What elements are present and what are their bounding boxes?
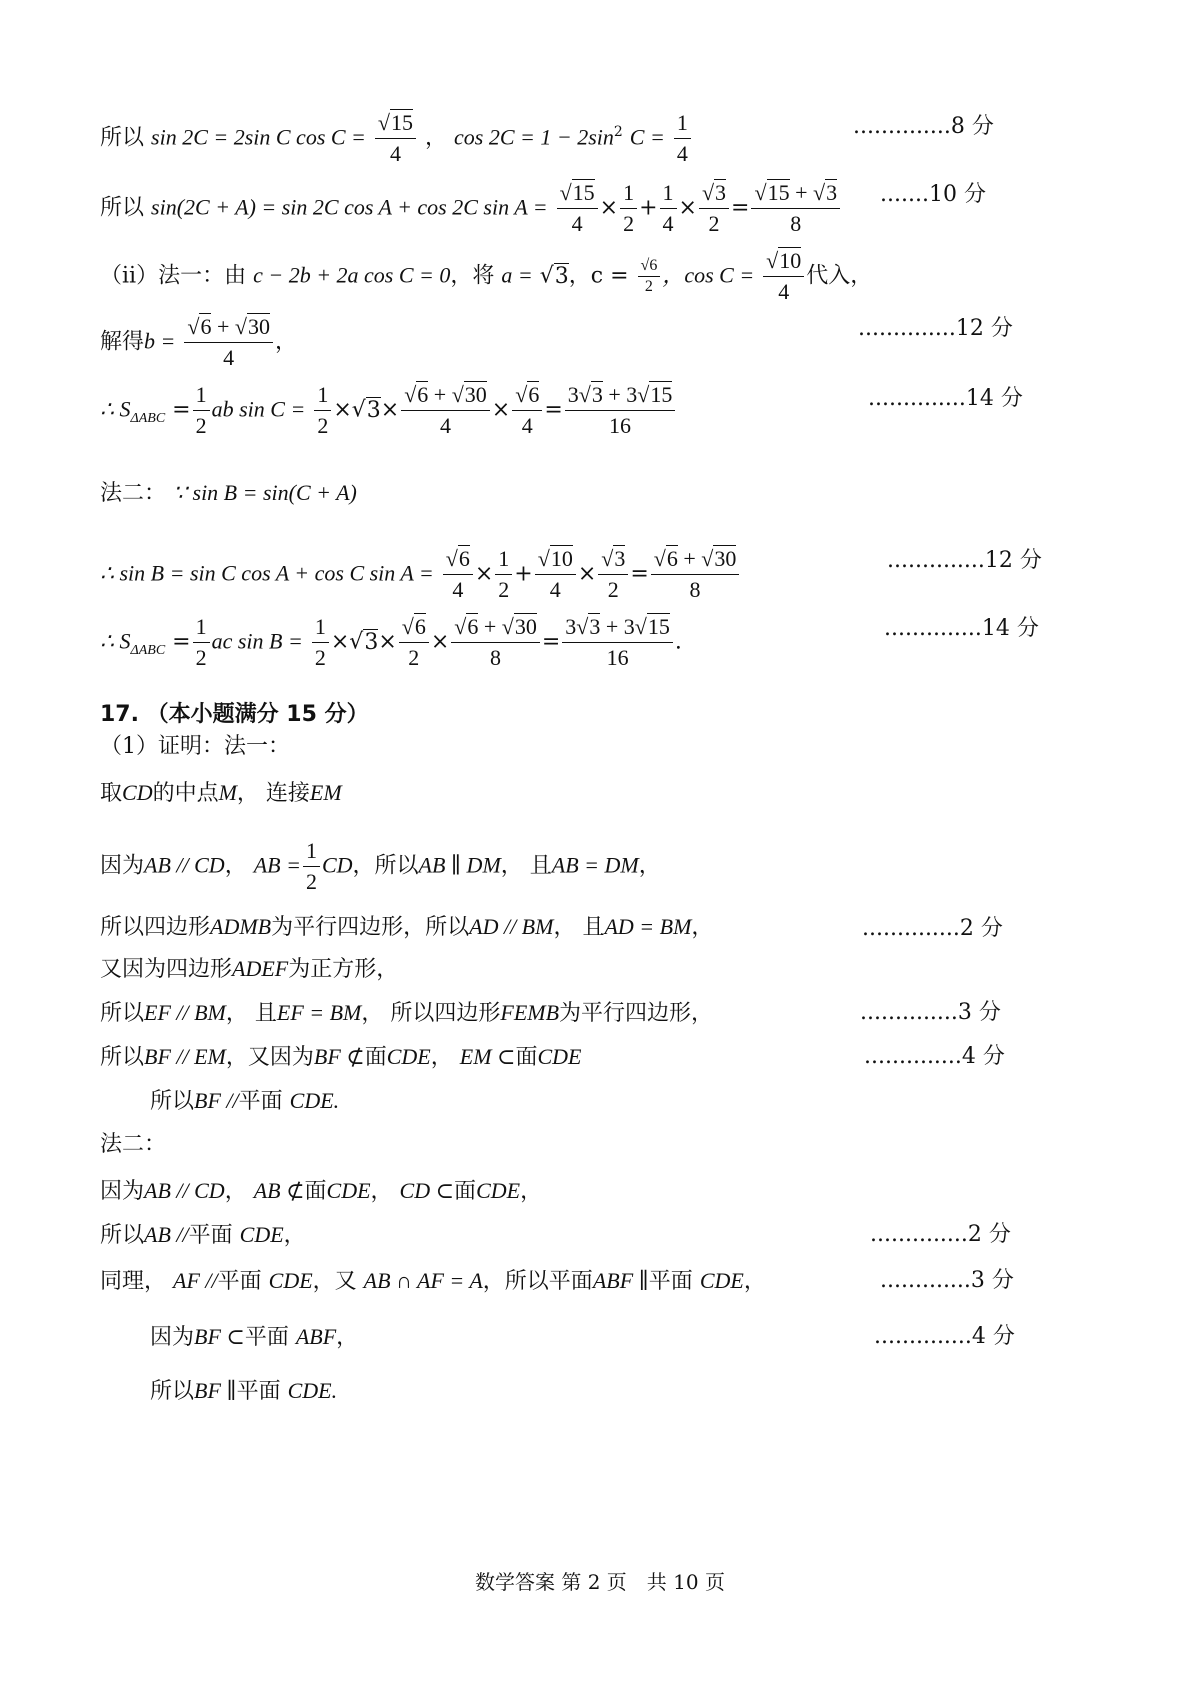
q17-midpoint: 取CD的中点M， 连接EM — [100, 780, 342, 806]
score-2b: ..............2 分 — [870, 1222, 1011, 1247]
formula: sin 2C = 2sin C cos C = — [151, 124, 366, 150]
line-sin2c-plus-a: 所以 sin(2C + A) = sin 2C cos A + cos 2C sin A = $\frac{√15}{4}$ × $\frac{1}{2}$ + $\frac{1}{4}$ × $\frac{√3}{2}$ = $\frac{√15 + √3}{8}$ — [100, 178, 1060, 239]
q17-m2-line1: 因为AB // CD， AB ⊄面CDE， CD ⊂面CDE， — [100, 1178, 543, 1204]
q17-femb: 所以EF // BM， 且EF = BM， 所以四边形FEMB为平行四边形， — [100, 1000, 714, 1026]
line-method-one: （ⅱ）法一：由 c − 2b + 2a cos C = 0，将 a = √3，c = $\frac{√6}{2}$ ，cos C = $\frac{√10}{4}$ 代入， — [100, 248, 873, 304]
line-solve-b: 解得b = $\frac{√6 + √30}{4}$ ， — [100, 314, 297, 370]
q17-m2-line3: 同理， AF //平面 CDE，又 AB ∩ AF = A，所以平面ABF ∥平面 CDE， — [100, 1268, 766, 1294]
score-8: ..............8 分 — [853, 114, 994, 139]
q17-parallel: 因为AB // CD， AB = $\frac{1}{2}$ CD，所以AB ∥ DM， 且AB = DM， — [100, 838, 661, 894]
line-area-method-two: ∴ $S_{\Delta ABC}$ = $\frac{1}{2}$ ac sin B = $\frac{1}{2}$ ×√3× $\frac{√6}{2}$ × $\frac{√6 + √30}{8}$ = $\frac{3√3 + 3√15}{16}$ . — [100, 614, 682, 670]
score-3: ..............3 分 — [860, 1000, 1001, 1025]
q17-admb: 所以四边形ADMB为平行四边形，所以AD // BM， 且AD = BM， — [100, 914, 714, 940]
formula: C = — [629, 124, 665, 150]
q17-square: 又因为四边形ADEF为正方形， — [100, 956, 399, 982]
q17-m2-line2: 所以AB //平面 CDE， — [100, 1222, 306, 1248]
score-4: ..............4 分 — [864, 1044, 1005, 1069]
line-method-two: 法二： ∵ sin B = sin(C + A) — [100, 480, 357, 506]
line-area-method-one: ∴ $S_{\Delta ABC}$ = $\frac{1}{2}$ ab sin C = $\frac{1}{2}$ ×√3× $\frac{√6 + √30}{4}$ × $\frac{√6}{4}$ = $\frac{3√3 + 3√15}{16}$ — [100, 380, 1060, 441]
score-14: ..............14 分 — [868, 386, 1023, 411]
score-3b: .............3 分 — [880, 1268, 1014, 1293]
q17-m2-line4: 因为BF ⊂平面 ABF， — [150, 1324, 359, 1350]
score-12b: ..............12 分 — [887, 548, 1042, 573]
question-17-title: 17. （本小题满分 15 分） — [100, 702, 369, 727]
text: 所以 — [100, 125, 145, 151]
line-sin-b: ∴ sin B = sin C cos A + cos C sin A = $\frac{√6}{4}$ × $\frac{1}{2}$ + $\frac{√10}{4}$ × $\frac{√3}{2}$ = $\frac{√6 + √30}{8}$ — [100, 544, 1060, 605]
score-10: .......10 分 — [880, 182, 986, 207]
text: ， — [424, 125, 447, 151]
fraction: $\frac{1}{4}$ — [674, 108, 691, 169]
score-14b: ..............14 分 — [884, 616, 1039, 641]
q17-method-two: 法二： — [100, 1132, 167, 1157]
page-footer: 数学答案 第 2 页 共 10 页 — [475, 1570, 725, 1594]
q17-part1: （1）证明：法一： — [100, 734, 290, 759]
score-2: ..............2 分 — [862, 916, 1003, 941]
q17-conclusion-1: 所以BF //平面 CDE. — [150, 1088, 340, 1114]
line-sin2c: 所以 sin 2C = 2sin C cos C = $\frac{√15}{4}$ ， $\cos 2C = 1 - 2\sin^2$ C = $\frac{1}{4}$ — [100, 108, 1060, 169]
score-4b: ..............4 分 — [874, 1324, 1015, 1349]
score-12: ..............12 分 — [858, 316, 1013, 341]
formula: cos 2C = 1 − 2sin — [454, 124, 614, 150]
fraction: $\frac{√15}{4}$ — [375, 108, 416, 169]
q17-conclusion-2: 所以BF ∥平面 CDE. — [150, 1378, 338, 1404]
q17-bf-em: 所以BF // EM，又因为BF ⊄面CDE， EM ⊂面CDE — [100, 1044, 582, 1070]
